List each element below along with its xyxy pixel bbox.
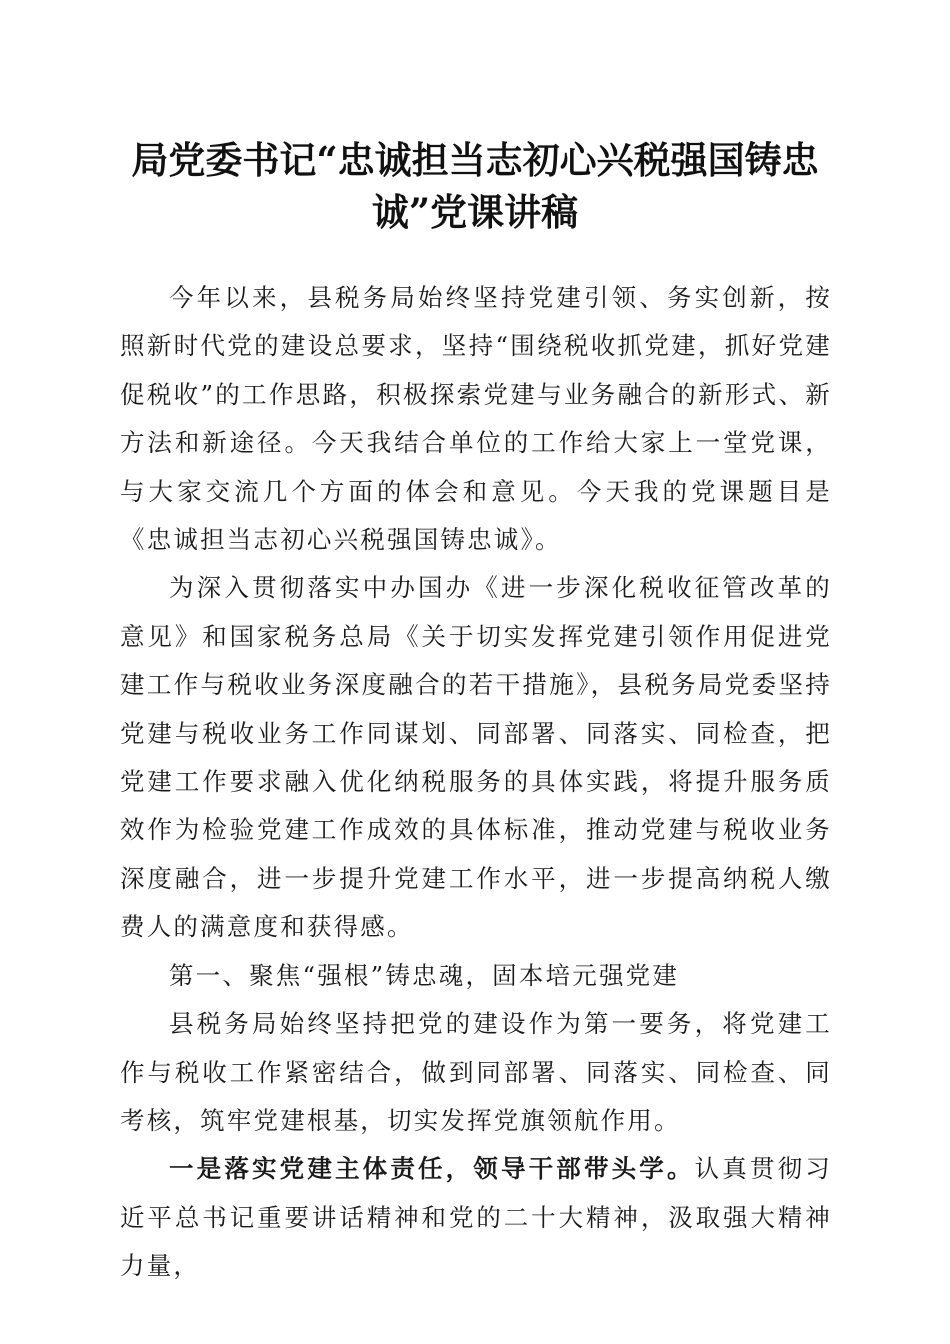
point-1-text: 认真贯彻习近平总书记重要讲话精神和党的二十大精神，汲取强大精神力量， — [120, 1154, 832, 1281]
paragraph-section-1: 县税务局始终坚持把党的建设作为第一要务，将党建工作与税收工作紧密结合，做到同部署、同落实、同检查、同考核，筑牢党建根基，切实发挥党旗领航作用。 — [120, 1009, 832, 1135]
paragraph-point-1 — [120, 1145, 832, 1290]
paragraph-background: 为深入贯彻落实中办国办《进一步深化税收征管改革的意见》和国家税务总局《关于切实发挥党建引领作用促进党建工作与税收业务深度融合的若干措施》，县税务局党委坚持党建与税收业务工作同谋划、同部署、同落实、同检查，把党建工作要求融入优化纳税服务的具体实践，将提升服务质效作为检验党建工作成效的具体标准，推动党建与税收业务深度融合，进一步提升党建工作水平，进一步提高纳税人缴费人的满意度和获得感。 — [120, 573, 832, 942]
section-heading-1: 第一、聚焦“强根”铸忠魂，固本培元强党建 — [169, 960, 680, 990]
paragraph-intro: 今年以来，县税务局始终坚持党建引领、务实创新，按照新时代党的建设总要求，坚持“围绕税收抓党建，抓好党建促税收”的工作思路，积极探索党建与业务融合的新形式、新方法和新途径。今天我结合单位的工作给大家上一堂党课，与大家交流几个方面的体会和意见。今天我的党课题目是《忠诚担当志初心兴税强国铸忠诚》。 — [120, 283, 832, 555]
document-body — [120, 274, 832, 1291]
document-title: 局党委书记“忠诚担当志初心兴税强国铸忠诚”党课讲稿 — [131, 138, 819, 234]
point-1-lead: 一是落实党建主体责任，领导干部带头学。 — [169, 1154, 695, 1184]
